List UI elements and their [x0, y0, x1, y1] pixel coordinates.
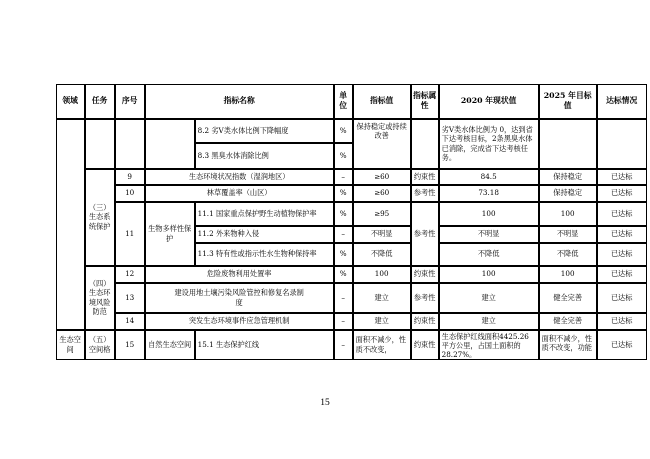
seq-10: 10	[115, 185, 145, 202]
field-eco-space: 生态空间	[56, 330, 85, 360]
indicator-table	[56, 84, 638, 360]
status-10: 73.18	[439, 185, 539, 202]
page-number: 15	[320, 398, 330, 408]
seq-9: 9	[115, 169, 145, 185]
header-compliance: 达标情况	[597, 84, 647, 119]
result-10: 已达标	[597, 185, 647, 202]
header-status-2020: 2020 年现状值	[439, 84, 539, 119]
unit-10: %	[334, 185, 353, 202]
attr-9: 约束性	[411, 169, 439, 185]
value-11-3: 不降低	[353, 243, 411, 266]
indicator-15-1: 15.1 生态保护红线	[195, 330, 334, 360]
value-12: 100	[353, 266, 411, 283]
task-cell-continued	[85, 119, 115, 169]
value-10: ≥60	[353, 185, 411, 202]
status-9: 84.5	[439, 169, 539, 185]
target-11-3: 不降低	[539, 243, 597, 266]
indicator-10: 林草覆盖率（山区）	[145, 185, 334, 202]
task-space-pattern: （五）空间格	[85, 330, 115, 360]
target-13: 健全完善	[539, 283, 597, 313]
task-risk-prevention: （四）生态环境风险防范	[85, 266, 115, 330]
category-cell-continued	[145, 119, 195, 169]
unit-8-3: %	[334, 143, 353, 169]
target-14: 健全完善	[539, 313, 597, 330]
unit-15: –	[334, 330, 353, 360]
header-unit: 单位	[334, 84, 353, 119]
attr-12: 约束性	[411, 266, 439, 283]
header-field: 领域	[56, 84, 85, 119]
unit-11-2: –	[334, 226, 353, 243]
status-11-3: 不降低	[439, 243, 539, 266]
unit-14: –	[334, 313, 353, 330]
result-15: 已达标	[597, 330, 647, 360]
target-9: 保持稳定	[539, 169, 597, 185]
category-biodiversity: 生物多样性保护	[145, 202, 195, 266]
status-13: 建立	[439, 283, 539, 313]
indicator-9: 生态环境状况指数（湿润地区）	[145, 169, 334, 185]
seq-13: 13	[115, 283, 145, 313]
attr-8	[411, 119, 439, 169]
value-13: 建立	[353, 283, 411, 313]
target-10: 保持稳定	[539, 185, 597, 202]
unit-11-1: %	[334, 202, 353, 226]
indicator-11-3: 11.3 特有性或指示性水生物种保持率	[195, 243, 334, 266]
status-11-2: 不明显	[439, 226, 539, 243]
status-8: 劣Ⅴ类水体比例为 0，达到省下达考核目标，2条黑臭水体已消除，完成省下达考核任务。	[439, 119, 539, 169]
indicator-12: 危险废物利用处置率	[145, 266, 334, 283]
value-11-1: ≥95	[353, 202, 411, 226]
seq-11: 11	[115, 202, 145, 266]
unit-12: %	[334, 266, 353, 283]
result-8	[597, 119, 647, 169]
header-value: 指标值	[353, 84, 411, 119]
attr-13: 参考性	[411, 283, 439, 313]
header-task: 任务	[85, 84, 115, 119]
seq-cell-continued	[115, 119, 145, 169]
target-11-1: 100	[539, 202, 597, 226]
indicator-13: 建设用地土壤污染风险管控和修复名录制度	[145, 283, 334, 313]
seq-14: 14	[115, 313, 145, 330]
attr-14: 约束性	[411, 313, 439, 330]
target-11-2: 不明显	[539, 226, 597, 243]
attr-15: 约束性	[411, 330, 439, 360]
result-9: 已达标	[597, 169, 647, 185]
unit-11-3: %	[334, 243, 353, 266]
result-13: 已达标	[597, 283, 647, 313]
indicator-11-2: 11.2 外来物种入侵	[195, 226, 334, 243]
result-14: 已达标	[597, 313, 647, 330]
category-natural-space: 自然生态空间	[145, 330, 195, 360]
value-15: 面积不减少，性质不改变，	[353, 330, 411, 360]
status-15: 生态保护红线面积4425.26 平方公里，占国土面积的 28.27%。	[439, 330, 539, 360]
unit-9: –	[334, 169, 353, 185]
indicator-8-3: 8.3 黑臭水体消除比例	[195, 143, 334, 169]
seq-12: 12	[115, 266, 145, 283]
unit-13: –	[334, 283, 353, 313]
header-target-2025: 2025 年目标值	[539, 84, 597, 119]
attr-10: 参考性	[411, 185, 439, 202]
result-11-3: 已达标	[597, 243, 647, 266]
status-12: 100	[439, 266, 539, 283]
value-14: 建立	[353, 313, 411, 330]
field-cell-ecology	[56, 119, 85, 330]
header-seq: 序号	[115, 84, 145, 119]
status-14: 建立	[439, 313, 539, 330]
indicator-11-1: 11.1 国家重点保护野生动植物保护率	[195, 202, 334, 226]
target-8	[539, 119, 597, 169]
value-9: ≥60	[353, 169, 411, 185]
result-11-1: 已达标	[597, 202, 647, 226]
indicator-14: 突发生态环境事件应急管理机制	[145, 313, 334, 330]
result-11-2: 已达标	[597, 226, 647, 243]
attr-11: 参考性	[411, 202, 439, 266]
value-8: 保持稳定或持续改善	[353, 119, 411, 169]
result-12: 已达标	[597, 266, 647, 283]
status-11-1: 100	[439, 202, 539, 226]
task-ecosystem-protection: （三）生态系统保护	[85, 169, 115, 266]
value-11-2: 不明显	[353, 226, 411, 243]
header-indicator: 指标名称	[145, 84, 334, 119]
header-attr: 指标属性	[411, 84, 439, 119]
seq-15: 15	[115, 330, 145, 360]
indicator-8-2: 8.2 劣Ⅴ类水体比例下降幅度	[195, 119, 334, 143]
target-15: 面积不减少，性质不改变，功能	[539, 330, 597, 360]
unit-8-2: %	[334, 119, 353, 143]
target-12: 100	[539, 266, 597, 283]
